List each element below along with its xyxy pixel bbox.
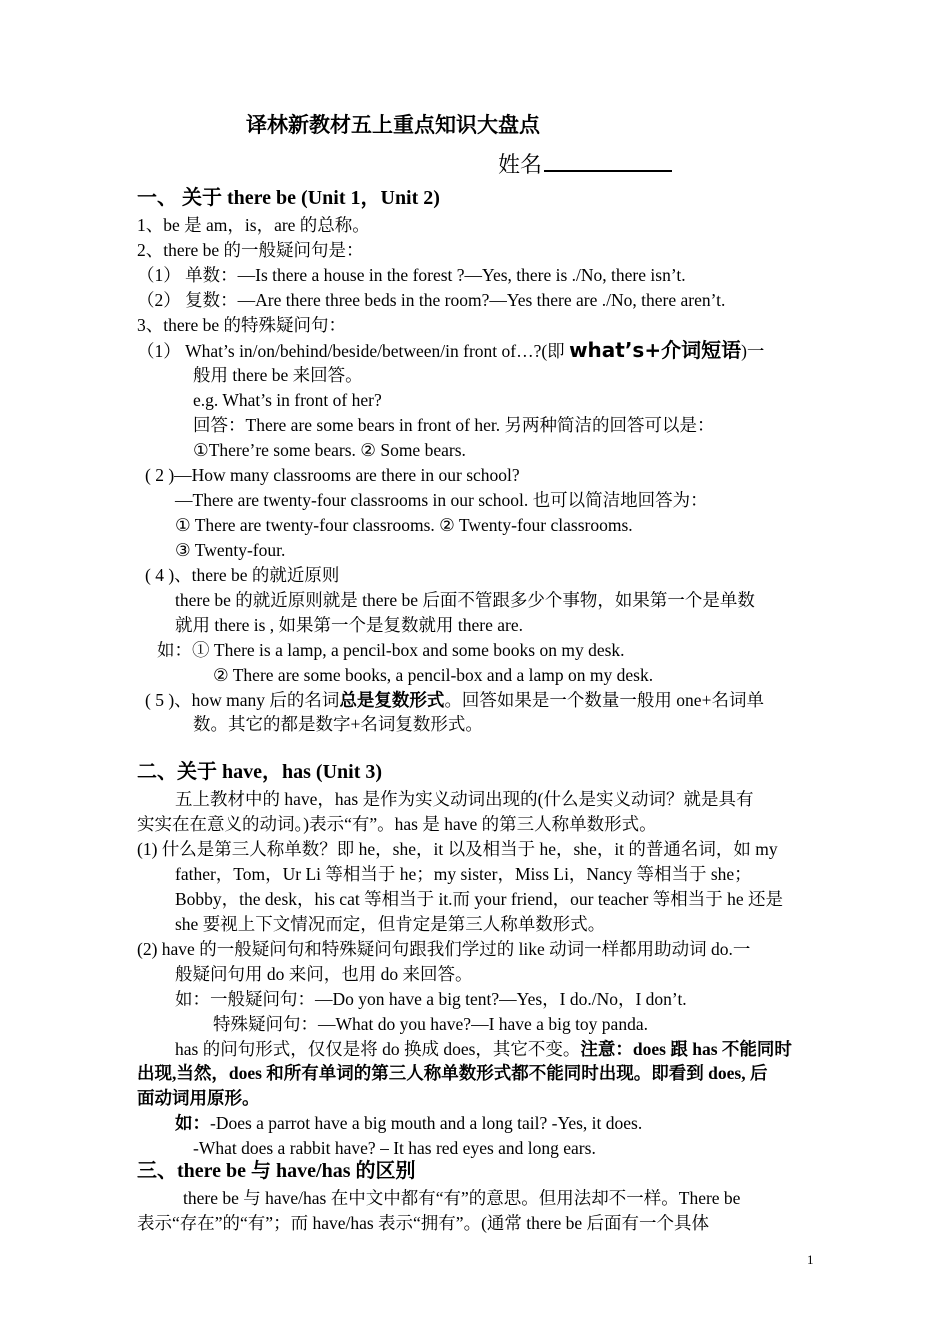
section-3-heading: 三、there be 与 have/has 的区别 [137, 1160, 416, 1182]
s1-line-10: ①There’re some bears. ② Some bears. [193, 440, 466, 460]
s2-line-4: father，Tom，Ur Li 等相当于 he；my sister，Miss Li，Nancy 等相当于 she； [175, 864, 752, 884]
s2-line-11a: has 的问句形式，仅仅是将 do 换成 does，其它不变。 [175, 1039, 581, 1059]
s1-line-18: 如：① There is a lamp, a pencil-box and some books on my desk. [157, 640, 625, 660]
s1-line-20c: 。回答如果是一个数量一般用 one+名词单 [444, 690, 764, 710]
s3-line-2: 表示“存在”的“有”；而 have/has 表示“拥有”。(通常 there be 后面有一个具体 [137, 1213, 710, 1233]
s1-line-12: —There are twenty-four classrooms in our school. 也可以简洁地回答为： [175, 490, 708, 510]
s2-line-14a: 如： [175, 1113, 210, 1133]
s2-line-8: 般疑问句用 do 来问，也用 do 来回答。 [175, 964, 473, 984]
s1-line-4: （2） 复数：—Are there three beds in the room?—Yes there are ./No, there aren’t. [137, 290, 726, 310]
s2-line-7: (2) have 的一般疑问句和特殊疑问句跟我们学过的 like 动词一样都用助动词 do.一 [137, 939, 751, 959]
s1-line-3: （1） 单数：—Is there a house in the forest ?—Yes, there is ./No, there isn’t. [137, 265, 686, 285]
s1-line-6a: （1） What’s in/on/behind/beside/between/in front of…?(即 [137, 341, 570, 361]
s1-line-20a: ( 5 )、how many 后的名词 [145, 690, 340, 710]
s1-line-7: 般用 there be 来回答。 [193, 365, 363, 385]
s1-line-6 [137, 339, 764, 362]
s2-line-10: 特殊疑问句：—What do you have?—I have a big toy panda. [213, 1014, 648, 1034]
section-1-heading: 一、 关于 there be (Unit 1，Unit 2) [137, 187, 440, 209]
name-label: 姓名 [498, 152, 543, 177]
s1-line-8: e.g. What’s in front of her? [193, 390, 382, 410]
s1-line-6c: )一 [741, 341, 765, 361]
s2-line-13: 面动词用原形。 [137, 1088, 260, 1108]
s2-line-6: she 要视上下文情况而定，但肯定是第三人称单数形式。 [175, 914, 606, 934]
s2-line-14b: -Does a parrot have a big mouth and a long tail? -Yes, it does. [210, 1113, 643, 1133]
s2-line-9: 如：一般疑问句：—Do yon have a big tent?—Yes，I do./No，I don’t. [175, 989, 687, 1009]
s1-line-19: ② There are some books, a pencil-box and a lamp on my desk. [213, 665, 654, 685]
page-title: 译林新教材五上重点知识大盘点 [246, 113, 540, 137]
s1-line-20 [145, 689, 764, 711]
s1-line-9: 回答：There are some bears in front of her. 另两种简洁的回答可以是： [193, 415, 715, 435]
s2-line-5: Bobby，the desk，his cat 等相当于 it.而 your friend，our teacher 等相当于 he 还是 [175, 889, 784, 909]
s2-line-3: (1) 什么是第三人称单数？即 he，she，it 以及相当于 he，she，it 的普通名词，如 my [137, 839, 778, 859]
s1-line-21: 数。其它的都是数字+名词复数形式。 [193, 714, 483, 734]
name-blank-line [544, 150, 672, 172]
s1-line-14: ③ Twenty-four. [175, 540, 286, 560]
section-2-heading: 二、关于 have，has (Unit 3) [137, 761, 383, 783]
s2-line-12: 出现,当然，does 和所有单词的第三人称单数形式都不能同时出现。即看到 does, 后 [137, 1063, 768, 1083]
s1-line-5: 3、there be 的特殊疑问句： [137, 315, 346, 335]
s3-line-1: there be 与 have/has 在中文中都有“有”的意思。但用法却不一样。There be [183, 1188, 741, 1208]
s1-line-2: 2、there be 的一般疑问句是： [137, 240, 364, 260]
s2-line-15: -What does a rabbit have? – It has red eyes and long ears. [193, 1138, 596, 1158]
s1-line-20-emphasis: 总是复数形式 [339, 690, 445, 710]
s1-line-6-emphasis: what’s+介词短语 [569, 338, 742, 362]
s2-line-11-emphasis: 注意：does 跟 has 不能同时 [580, 1039, 792, 1059]
s1-line-13: ① There are twenty-four classrooms. ② Twenty-four classrooms. [175, 515, 633, 535]
name-field [498, 150, 672, 176]
s1-line-1: 1、be 是 am，is，are 的总称。 [137, 215, 370, 235]
s2-line-1: 五上教材中的 have，has 是作为实义动词出现的(什么是实义动词？就是具有 [175, 789, 754, 809]
s2-line-11 [175, 1038, 792, 1060]
s2-line-2: 实实在在意义的动词。)表示“有”。has 是 have 的第三人称单数形式。 [137, 814, 657, 834]
s2-line-14 [175, 1112, 642, 1134]
s1-line-15: ( 4 )、there be 的就近原则 [145, 565, 340, 585]
s1-line-17: 就用 there is , 如果第一个是复数就用 there are. [175, 615, 523, 635]
s1-line-11: ( 2 )—How many classrooms are there in our school? [145, 465, 520, 485]
s1-line-16: there be 的就近原则就是 there be 后面不管跟多少个事物，如果第一个是单数 [175, 590, 755, 610]
page-number: 1 [807, 1252, 814, 1267]
